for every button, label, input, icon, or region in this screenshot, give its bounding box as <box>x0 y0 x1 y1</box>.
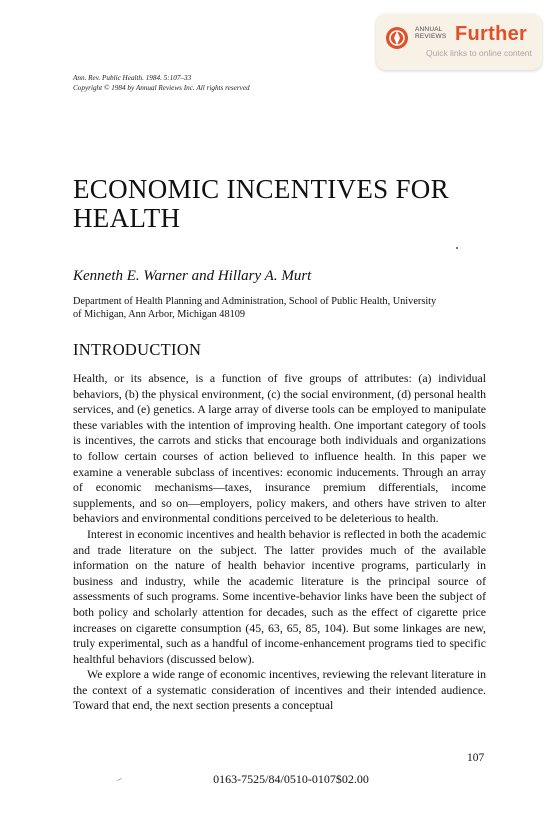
title-line-1: ECONOMIC INCENTIVES FOR <box>73 174 449 204</box>
page-number: 107 <box>467 752 485 764</box>
author-names: Kenneth E. Warner and Hillary A. Murt <box>73 268 312 284</box>
affiliation-line-1: Department of Health Planning and Administration, School of Public Health, University <box>73 296 437 307</box>
brand-line-2: REVIEWS <box>415 33 447 40</box>
article-title <box>73 175 493 233</box>
copyright-line: Copyright © 1984 by Annual Reviews Inc. All rights reserved <box>73 84 250 92</box>
scan-speck <box>456 247 458 249</box>
annual-reviews-logo-icon <box>385 26 409 50</box>
paragraph: Interest in economic incentives and health behavior is reflected in both the academic and trade literature on the subject. The latter provides much of the available information on the nature of health behavior incentive programs, particularly in business and industry, while the academic literature is the principal source of assessments of such programs. Some incentive-behavior links have been the subject of both policy and scholarly attention for decades, such as the effect of cigarette price increases on cigarette consumption (45, 63, 65, 85, 104). But some linkages are new, truly experimental, such as a handful of income-enhancement programs tied to specific healthful behaviors (discussed below). <box>73 526 486 666</box>
section-heading: INTRODUCTION <box>73 340 202 359</box>
citation-line-1: Ann. Rev. Public Health. 1984. 5:107–33 <box>73 74 192 82</box>
paragraph: We explore a wide range of economic incentives, reviewing the relevant literature in the context of a systematic consideration of incentives and their intended audience. Toward that end, the next section presents a conceptual <box>73 667 486 713</box>
price-code-line <box>0 772 560 787</box>
quick-links-text[interactable]: Quick links to online content <box>426 48 532 58</box>
journal-citation <box>73 73 250 93</box>
brand-line-1: ANNUAL <box>415 26 443 33</box>
annual-reviews-further-banner[interactable] <box>376 14 542 70</box>
annual-reviews-wordmark <box>415 26 446 40</box>
author-affiliation <box>73 295 493 321</box>
body-text <box>73 371 486 714</box>
price-code: 0163-7525/84/0510-0107$02.00 <box>213 772 369 786</box>
further-label[interactable]: Further <box>455 23 528 45</box>
affiliation-line-2: of Michigan, Ann Arbor, Michigan 48109 <box>73 309 246 320</box>
title-line-2: HEALTH <box>73 203 181 233</box>
paragraph: Health, or its absence, is a function of five groups of attributes: (a) individual behaviors, (b) the physical environment, (c) the social environment, (d) personal health services, and (e) genetics. A large array of diverse tools can be employed to manipulate these variables with the intention of improving health. One important category of tools is incentives, the carrots and sticks that encourage both individuals and organizations to follow certain courses of action believed to influence health. In this paper we examine a venerable subclass of incentives: economic inducements. Through an array of economic mechanisms—taxes, insurance premium differentials, income supplements, and so on—employers, policy makers, and others have striven to alter behaviors and environmental conditions perceived to be deleterious to health. <box>73 371 486 526</box>
